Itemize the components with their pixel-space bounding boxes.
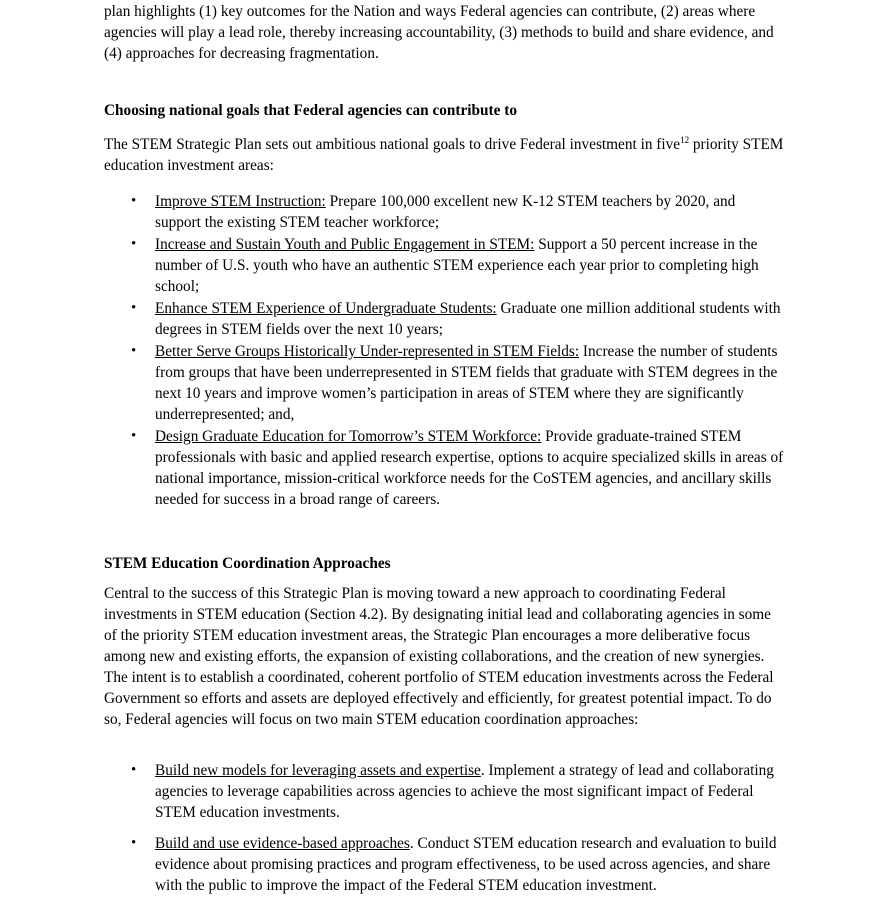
bullet-title: Increase and Sustain Youth and Public Engagement in STEM: [155, 236, 535, 253]
bullet-text: Prepare 100,000 excellent new K-12 STEM teachers by 2020, and support the existing STEM teacher workforce; [155, 193, 736, 231]
list-item [104, 234, 784, 297]
bullet-text: . Conduct STEM education research and evaluation to build evidence about promising practices and program effectiveness, to be used across agencies, and share with the public to improve the impact of the Federal STEM education investment. [155, 835, 777, 894]
bullet-icon: • [131, 762, 137, 778]
goals-bullet-list [104, 191, 784, 511]
bullet-icon: • [131, 300, 137, 316]
list-item [104, 298, 784, 340]
bullet-text: Graduate one million additional students with degrees in STEM fields over the next 10 years; [155, 300, 781, 338]
list-item [104, 191, 784, 233]
goals-heading: Choosing national goals that Federal agencies can contribute to [104, 102, 518, 119]
bullet-text: Provide graduate-trained STEM professionals with basic and applied research expertise, options to acquire specialized skills in areas of national importance, mission-critical workforce needs for the CoSTEM agencies, and ancillary skills needed for success in a broad range of careers. [155, 428, 784, 508]
bullet-text: Support a 50 percent increase in the number of U.S. youth who have an authentic STEM experience each year prior to completing high school; [155, 236, 759, 295]
goals-paragraph [104, 134, 784, 176]
list-item [104, 341, 784, 425]
bullet-icon: • [131, 236, 137, 252]
bullet-icon: • [131, 428, 137, 444]
bullet-title: Enhance STEM Experience of Undergraduate Students: [155, 300, 497, 317]
goals-paragraph-before: The STEM Strategic Plan sets out ambitious national goals to drive Federal investment in five [104, 136, 681, 153]
bullet-text: Increase the number of students from groups that have been underrepresented in STEM fields that graduate with STEM degrees in the next 10 years and improve women’s participation in areas of STEM where they are significantly underrepresented; and, [155, 343, 778, 423]
footnote-ref: 12 [680, 135, 690, 145]
intro-paragraph: plan highlights (1) key outcomes for the Nation and ways Federal agencies can contribute, (2) areas where agencies will play a lead role, thereby increasing accountability, (3) methods to build and share evidence, and (4) approaches for decreasing fragmentation. [104, 3, 774, 62]
bullet-title: Design Graduate Education for Tomorrow’s STEM Workforce: [155, 428, 542, 445]
coordination-paragraph: Central to the success of this Strategic Plan is moving toward a new approach to coordinating Federal investments in STEM education (Section 4.2). By designating initial lead and collaborating agencies in some of the priority STEM education investment areas, the Strategic Plan encourages a more deliberative focus among new and existing efforts, the expansion of existing collaborations, and the creation of new synergies. The intent is to establish a coordinated, coherent portfolio of STEM education investments across the Federal Government so efforts and assets are deployed effectively and efficiently, for greatest potential impact. To do so, Federal agencies will focus on two main STEM education coordination approaches: [104, 585, 774, 728]
bullet-title: Build new models for leveraging assets and expertise [155, 762, 481, 779]
goals-paragraph-after: priority STEM education investment areas: [104, 136, 784, 174]
coordination-heading: STEM Education Coordination Approaches [104, 555, 391, 572]
approaches-bullet-list [104, 760, 784, 906]
list-item [104, 426, 784, 510]
bullet-text: . Implement a strategy of lead and collaborating agencies to leverage capabilities across agencies to achieve the most significant impact of Federal STEM education investments. [155, 762, 774, 821]
list-item [104, 833, 784, 896]
list-item [104, 760, 784, 823]
bullet-title: Better Serve Groups Historically Under-represented in STEM Fields: [155, 343, 580, 360]
bullet-title: Build and use evidence-based approaches [155, 835, 410, 852]
bullet-icon: • [131, 343, 137, 359]
bullet-title: Improve STEM Instruction: [155, 193, 326, 210]
bullet-icon: • [131, 193, 137, 209]
bullet-icon: • [131, 835, 137, 851]
